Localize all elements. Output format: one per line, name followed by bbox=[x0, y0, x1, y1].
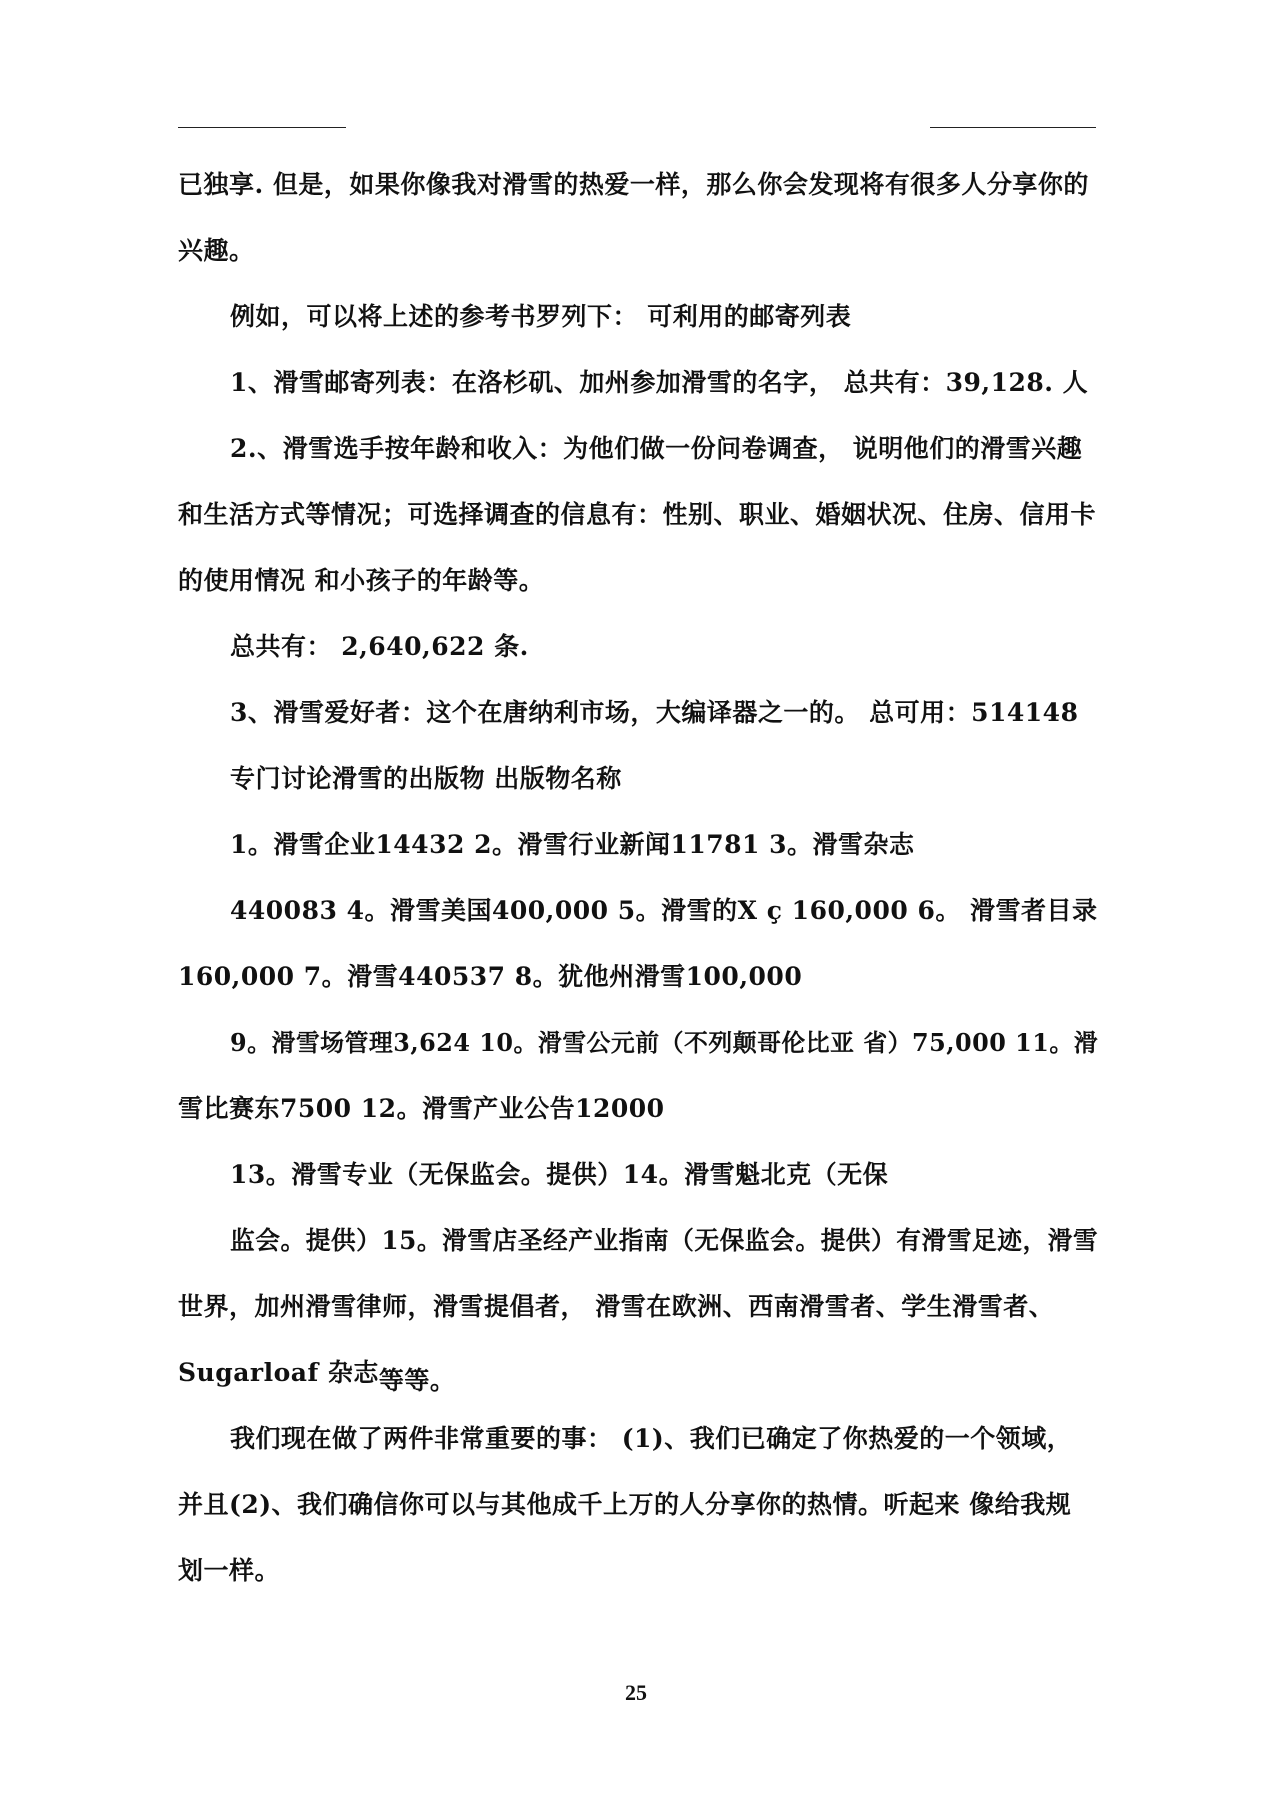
publication-list-line: 监会。提供）15。滑雪店圣经产业指南（无保监会。提供）有滑雪足迹，滑雪 bbox=[230, 1226, 1099, 1255]
paragraph-line: Sugarloaf 杂志等等。 bbox=[178, 1352, 1098, 1418]
publication-list-line: 9。滑雪场管理3,624 10。滑雪公元前（不列颠哥伦比亚 省）75,000 11。滑 bbox=[230, 1029, 1099, 1057]
publication-list-line: 雪比赛东7500 12。滑雪产业公告12000 bbox=[178, 1094, 665, 1123]
paragraph-line: 已独享. 但是，如果你像我对滑雪的热爱一样，那么你会发现将有很多人分享你的 bbox=[178, 170, 1089, 199]
paragraph-line: 例如，可以将上述的参考书罗列下： 可利用的邮寄列表 bbox=[230, 302, 852, 331]
page-number: 25 bbox=[625, 1680, 647, 1705]
paragraph-line: 总共有： 2,640,622 条. bbox=[230, 632, 529, 661]
list-item: 2.、滑雪选手按年龄和收入：为他们做一份问卷调查， 说明他们的滑雪兴趣 bbox=[230, 434, 1083, 463]
list-item: 3、滑雪爱好者：这个在唐纳利市场，大编译器之一的。 总可用：514148 bbox=[230, 698, 1079, 727]
publication-list-line: 13。滑雪专业（无保监会。提供）14。滑雪魁北克（无保 bbox=[230, 1160, 889, 1189]
list-item: 1、滑雪邮寄列表：在洛杉矶、加州参加滑雪的名字， 总共有：39,128. 人 bbox=[230, 368, 1089, 397]
line-suffix: 等等。 bbox=[378, 1366, 456, 1395]
body-text bbox=[178, 164, 1098, 1616]
header-rule-right bbox=[930, 127, 1096, 128]
publication-list-line: 160,000 7。滑雪440537 8。犹他州滑雪100,000 bbox=[178, 962, 803, 991]
paragraph-line: 世界，加州滑雪律师，滑雪提倡者， 滑雪在欧洲、西南滑雪者、学生滑雪者、 bbox=[178, 1292, 1055, 1321]
paragraph-line: 兴趣。 bbox=[178, 236, 255, 265]
publication-list-line: 440083 4。滑雪美国400,000 5。滑雪的X ç 160,000 6。 滑雪者目录 bbox=[230, 896, 1098, 925]
paragraph-line: 并且(2)、我们确信你可以与其他成千上万的人分享你的热情。听起来 像给我规 bbox=[178, 1490, 1072, 1519]
header-rule-left bbox=[178, 127, 346, 128]
paragraph-line: 划一样。 bbox=[178, 1556, 281, 1585]
publication-list-line: 1。滑雪企业14432 2。滑雪行业新闻11781 3。滑雪杂志 bbox=[230, 830, 915, 859]
paragraph-line: 的使用情况 和小孩子的年龄等。 bbox=[178, 566, 545, 595]
paragraph-line: 和生活方式等情况；可选择调查的信息有：性别、职业、婚姻状况、住房、信用卡 bbox=[178, 500, 1097, 529]
paragraph-line: 我们现在做了两件非常重要的事： (1)、我们已确定了你热爱的一个领域， bbox=[230, 1424, 1073, 1453]
section-heading: 专门讨论滑雪的出版物 出版物名称 bbox=[230, 764, 622, 793]
